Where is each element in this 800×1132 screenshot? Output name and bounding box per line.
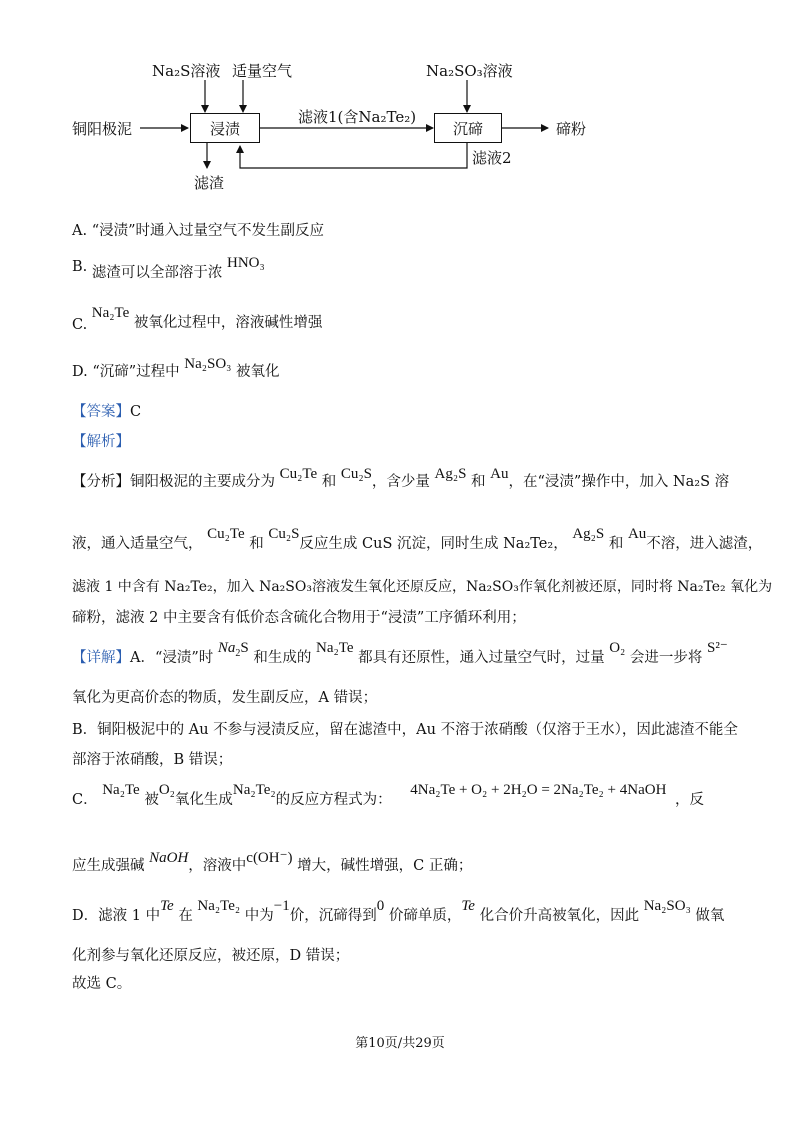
- analysis-label: 【解析】: [72, 434, 130, 450]
- step-leach-label: 浸渍: [209, 119, 240, 138]
- detail-a-text4: 会进一步将: [629, 650, 703, 666]
- formula-naoh: NaOH: [149, 850, 189, 866]
- formula-au-2: Au: [627, 526, 647, 542]
- formula-s2: S²⁻: [706, 640, 728, 656]
- analysis-p2-a: 液，通入适量空气，: [72, 536, 203, 552]
- formula-te-2: Te: [461, 898, 475, 914]
- detail-c-text4: ，反: [675, 792, 705, 808]
- option-b-text: 滤渣可以全部溶于浓: [91, 265, 223, 281]
- detail-label: 【详解】: [72, 650, 130, 666]
- formula-cu2s: Cu₂S: [340, 466, 372, 482]
- detail-d-text3: 中为: [244, 908, 274, 924]
- analysis-p3: 滤液 1 中含有 Na₂Te₂，加入 Na₂SO₃溶液发生氧化还原反应，Na₂SO₃作氧化剂被还原，同时将 Na₂Te₂ 氧化为: [72, 579, 773, 595]
- option-d-letter: D.: [72, 364, 88, 380]
- arrow-filtrate2-recycle: [240, 143, 467, 168]
- input-material: 铜阳极泥: [72, 120, 133, 138]
- option-a: [72, 219, 324, 240]
- option-b-letter: B.: [72, 259, 88, 275]
- analysis-p1-label: 【分析】: [72, 474, 130, 490]
- detail-c-text5: 应生成强碱: [72, 858, 145, 874]
- conclusion: 故选 C。: [72, 976, 132, 992]
- formula-na2so3: Na₂SO₃: [643, 898, 691, 914]
- option-c-text: 被氧化过程中，溶液碱性增强: [133, 315, 323, 331]
- analysis-p1: [72, 462, 730, 490]
- filtrate1-label: 滤液1(含Na₂Te₂): [298, 108, 417, 126]
- option-d: [72, 352, 280, 380]
- detail-d-text1: D．滤液 1 中: [72, 908, 161, 924]
- detail-a-2: 氧化为更高价态的物质，发生副反应，A 错误；: [72, 690, 378, 706]
- value-zero: 0: [376, 898, 385, 914]
- formula-o2: O₂: [609, 640, 626, 656]
- option-d-text2: 被氧化: [236, 364, 280, 380]
- detail-c-text3: 的反应方程式为：: [275, 792, 392, 808]
- detail-c-text1: 被: [144, 792, 159, 808]
- product-label: 碲粉: [556, 120, 587, 138]
- formula-te: Te: [160, 898, 174, 914]
- formula-na2s: $Na_2S$: [217, 640, 249, 659]
- detail-a-text1: A．“浸渍”时: [130, 650, 214, 666]
- detail-c-text6: ，溶液中: [188, 858, 247, 874]
- formula-cu2te: Cu₂Te: [279, 466, 318, 482]
- detail-d-text4: 价，沉碲得到: [289, 908, 377, 924]
- value-minus1: −1: [273, 898, 290, 914]
- option-d-text: “沉碲”过程中: [92, 364, 180, 380]
- formula-au: Au: [490, 466, 509, 482]
- formula-o2-c: O₂: [158, 782, 175, 798]
- analysis-and-2: 和: [471, 474, 486, 490]
- analysis-p1-a: 铜阳极泥的主要成分为: [130, 474, 275, 490]
- detail-c-1: [72, 778, 705, 808]
- detail-a-text3: 都具有还原性，通入过量空气时，过量: [358, 650, 605, 666]
- option-b: [72, 255, 265, 281]
- detail-c-letter: C．: [72, 792, 98, 808]
- reagent-air: 适量空气: [232, 62, 293, 80]
- formula-ag2s: Ag₂S: [434, 466, 467, 482]
- reagent-na2so3: Na₂SO₃溶液: [426, 62, 513, 80]
- analysis-and-4: 和: [608, 536, 624, 552]
- detail-d-text2: 在: [178, 908, 193, 924]
- formula-cu2te-2: Cu₂Te: [207, 526, 245, 542]
- option-d-formula: Na₂SO₃: [184, 356, 232, 372]
- option-c-formula: Na₂Te: [91, 305, 130, 321]
- detail-c-text2: 氧化生成: [174, 792, 233, 808]
- detail-c-2: [72, 846, 473, 874]
- answer-line: [72, 400, 141, 421]
- formula-na2te: Na₂Te: [315, 640, 354, 656]
- analysis-p1-c: ，在“浸渍”操作中，加入 Na₂S 溶: [508, 474, 730, 490]
- formula-cu2s-2: Cu₂S: [268, 526, 300, 542]
- detail-b-2: 部溶于浓硝酸，B 错误；: [72, 752, 233, 768]
- formula-ag2s-2: Ag₂S: [572, 526, 605, 542]
- analysis-p2-c: 不溶，进入滤渣，: [646, 536, 763, 552]
- detail-d-text7: 做氧: [695, 908, 725, 924]
- detail-a-text2: 和生成的: [253, 650, 312, 666]
- option-a-letter: A.: [72, 223, 88, 239]
- reagent-na2s: Na₂S溶液: [152, 62, 221, 80]
- page-footer: 第10页/共29页: [355, 1036, 445, 1051]
- formula-na2te2: Na₂Te₂: [232, 782, 276, 798]
- option-b-formula: HNO₃: [226, 255, 265, 271]
- analysis-p4: 碲粉，滤液 2 中主要含有低价态含硫化合物用于“浸渍”工序循环利用；: [72, 610, 526, 626]
- detail-c-text7: 增大，碱性增强，C 正确；: [297, 858, 473, 874]
- detail-d-2: 化剂参与氧化还原反应，被还原，D 错误；: [72, 948, 350, 964]
- formula-na2te2-d: Na₂Te₂: [197, 898, 241, 914]
- detail-d-1: [72, 894, 725, 924]
- step-precip-box: [434, 113, 502, 143]
- analysis-and-1: 和: [321, 474, 337, 490]
- filtrate2-label: 滤液2: [472, 149, 512, 167]
- analysis-p2: [72, 522, 763, 552]
- answer-value: C: [130, 404, 142, 420]
- analysis-p1-b: ，含少量: [371, 474, 430, 490]
- detail-d-text6: 化合价升高被氧化，因此: [479, 908, 640, 924]
- step-precip-label: 沉碲: [452, 119, 483, 138]
- detail-d-text5: 价碲单质，: [388, 908, 462, 924]
- detail-b-1: B．铜阳极泥中的 Au 不参与浸渍反应，留在滤渣中，Au 不溶于浓硝酸（仅溶于王水），因此滤渣不能全: [72, 722, 738, 738]
- process-flowchart: [0, 0, 800, 200]
- formula-c-oh: c(OH⁻): [246, 850, 293, 866]
- option-c-letter: C.: [72, 317, 88, 333]
- answer-label: 【答案】: [72, 404, 130, 420]
- analysis-p2-b: 反应生成 CuS 沉淀，同时生成 Na₂Te₂，: [299, 536, 568, 552]
- option-a-text: “浸渍”时通入过量空气不发生副反应: [91, 223, 325, 239]
- reaction-equation: 4Na₂Te + O₂ + 2H₂O = 2Na₂Te₂ + 4NaOH: [410, 782, 667, 798]
- step-leach-box: [190, 113, 260, 143]
- residue-label: 滤渣: [194, 174, 225, 192]
- detail-a-1: [72, 636, 728, 666]
- analysis-and-3: 和: [249, 536, 264, 552]
- option-c: [72, 301, 323, 333]
- formula-na2te-c: Na₂Te: [102, 782, 140, 798]
